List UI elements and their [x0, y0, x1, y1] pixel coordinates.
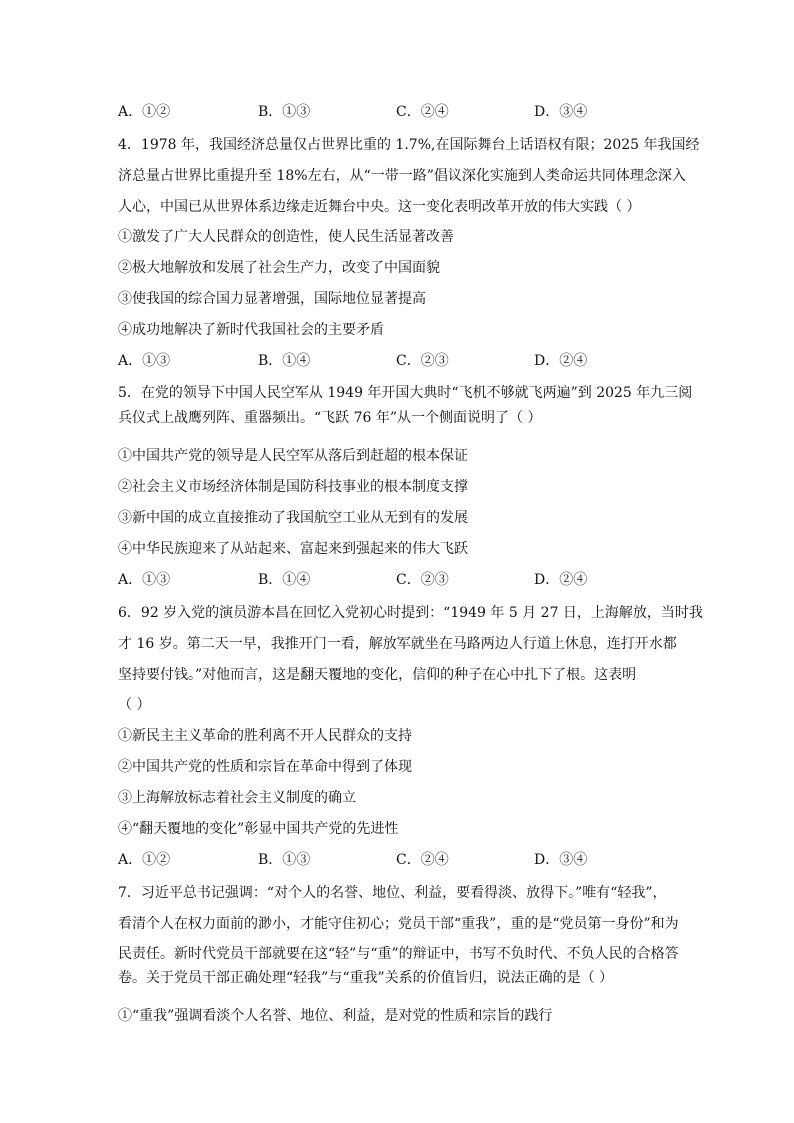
q6-answer-d: D．③④ — [534, 852, 588, 868]
q6-option-1: ①新民主主义革命的胜利离不开人民群众的支持 — [118, 728, 412, 744]
q4-option-1: ①激发了广大人民群众的创造性，使人民生活显著改善 — [118, 229, 454, 245]
q3-answer-a: A．①② — [118, 104, 171, 120]
q5-answer-d: D．②④ — [534, 572, 588, 588]
q7-stem-line-3: 民责任。新时代党员干部就要在这“轻”与“重”的辩证中，书写不负时代、不负人民的合格答 — [118, 946, 679, 962]
q4-option-3: ③使我国的综合国力显著增强，国际地位显著提高 — [118, 291, 426, 307]
q6-stem-line-1: 6．92 岁入党的演员游本昌在回忆入党初心时提到：“1949 年 5 月 27 日，上海解放，当时我 — [118, 605, 703, 621]
q3-answer-d: D．③④ — [534, 104, 588, 120]
q4-answer-b: B．①④ — [258, 353, 311, 369]
q4-stem-line-1: 4．1978 年，我国经济总量仅占世界比重的 1.7%,在国际舞台上话语权有限；2025 年我国经 — [118, 137, 700, 153]
q5-option-1: ①中国共产党的领导是人民空军从落后到赶超的根本保证 — [118, 448, 468, 464]
q6-option-2: ②中国共产党的性质和宗旨在革命中得到了体现 — [118, 759, 412, 775]
q7-option-1: ①“重我”强调看淡个人名誉、地位、利益，是对党的性质和宗旨的践行 — [118, 1008, 553, 1024]
q5-answer-b: B．①④ — [258, 572, 311, 588]
q6-option-4: ④“翻天覆地的变化”彰显中国共产党的先进性 — [118, 821, 399, 837]
q4-stem-line-2: 济总量占世界比重提升至 18%左右，从“一带一路”倡议深化实施到人类命运共同体理念深入 — [118, 168, 686, 184]
q3-answer-b: B．①③ — [258, 104, 311, 120]
q5-stem-line-1: 5．在党的领导下中国人民空军从 1949 年开国大典时“飞机不够就飞两遍”到 2025 年九三阅 — [118, 385, 693, 401]
q4-answer-a: A．①③ — [118, 353, 171, 369]
q6-answer-b: B．①③ — [258, 852, 311, 868]
q6-answer-row — [118, 850, 678, 870]
q5-option-2: ②社会主义市场经济体制是国防科技事业的根本制度支撑 — [118, 479, 468, 495]
q6-option-3: ③上海解放标志着社会主义制度的确立 — [118, 790, 356, 806]
q5-answer-c: C．②③ — [396, 572, 449, 588]
q4-answer-row — [118, 351, 678, 371]
q4-answer-d: D．②④ — [534, 353, 588, 369]
q5-option-3: ③新中国的成立直接推动了我国航空工业从无到有的发展 — [118, 510, 468, 526]
q6-stem-line-4: （ ） — [118, 697, 151, 713]
q6-stem-line-3: 坚持要付钱。”对他而言，这是翻天覆地的变化，信仰的种子在心中扎下了根。这表明 — [118, 667, 637, 683]
q5-option-4: ④中华民族迎来了从站起来、富起来到强起来的伟大飞跃 — [118, 541, 468, 557]
q7-stem-line-4: 卷。关于党员干部正确处理“轻我”与“重我”关系的价值旨归，说法正确的是（ ） — [118, 970, 614, 986]
q5-stem-line-2: 兵仪式上战鹰列阵、重器频出。“飞跃 76 年”从一个侧面说明了（ ） — [118, 410, 542, 426]
q6-answer-c: C．②④ — [396, 852, 449, 868]
q5-answer-row — [118, 570, 678, 590]
q4-option-2: ②极大地解放和发展了社会生产力，改变了中国面貌 — [118, 260, 440, 276]
q7-stem-line-1: 7．习近平总书记强调：“对个人的名誉、地位、利益，要看得淡、放得下。”唯有“轻我”， — [118, 885, 667, 901]
q3-answer-c: C．②④ — [396, 104, 449, 120]
q3-answer-row — [118, 102, 678, 122]
q4-option-4: ④成功地解决了新时代我国社会的主要矛盾 — [118, 322, 384, 338]
q5-answer-a: A．①③ — [118, 572, 171, 588]
q4-answer-c: C．②③ — [396, 353, 449, 369]
q6-stem-line-2: 才 16 岁。第二天一早，我推开门一看，解放军就坐在马路两边人行道上休息，连打开水都 — [118, 636, 677, 652]
q6-answer-a: A．①② — [118, 852, 171, 868]
q7-stem-line-2: 看清个人在权力面前的渺小，才能守住初心；党员干部“重我”，重的是“党员第一身份”和为 — [118, 916, 679, 932]
q4-stem-line-3: 人心，中国已从世界体系边缘走近舞台中央。这一变化表明改革开放的伟大实践（ ） — [118, 199, 641, 215]
